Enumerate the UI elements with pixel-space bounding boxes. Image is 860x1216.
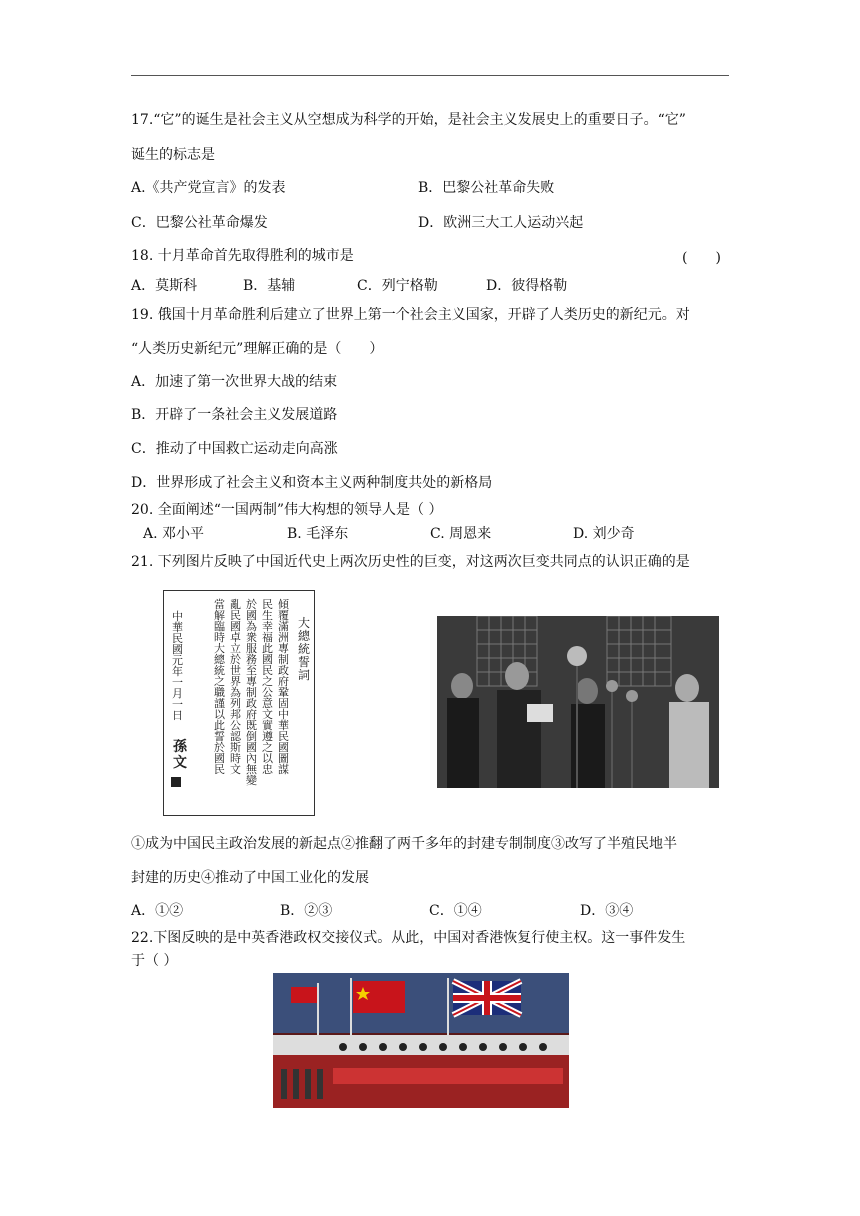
seal-mark xyxy=(171,777,181,787)
calligraphy-column: 民生幸福此國民之公意文實遵之以忠 xyxy=(262,598,273,776)
q22-stem-line1: 22.下图反映的是中英香港政权交接仪式。从此，中国对香港恢复行使主权。这一事件发生 xyxy=(131,930,686,946)
q17-option-a: A.《共产党宣言》的发表 xyxy=(131,180,286,196)
q19-option-a: A．加速了第一次世界大战的结束 xyxy=(131,374,338,390)
q20-stem: 20. 全面阐述“一国两制”伟大构想的领导人是（ ） xyxy=(131,502,443,518)
calligraphy-title: 大總統誓詞 xyxy=(298,616,311,682)
calligraphy-signature: 孫文 xyxy=(173,739,187,771)
q19-option-c: C．推动了中国救亡运动走向高涨 xyxy=(131,441,338,457)
q17-option-d: D．欧洲三大工人运动兴起 xyxy=(418,215,584,231)
q17-stem-line1: 17.“它”的诞生是社会主义从空想成为科学的开始，是社会主义发展史上的重要日子。“它” xyxy=(131,112,686,128)
q17-option-c: C．巴黎公社革命爆发 xyxy=(131,215,268,231)
calligraphy-oath-image xyxy=(163,590,315,816)
calligraphy-column: 亂民國卓立於世界為列邦公認斯時文 xyxy=(230,598,241,776)
q20-option-a: A. 邓小平 xyxy=(143,526,205,542)
q18-stem: 18. 十月革命首先取得胜利的城市是 xyxy=(131,248,354,264)
q20-option-c: C. 周恩来 xyxy=(430,526,492,542)
q19-option-d: D．世界形成了社会主义和资本主义两种制度共处的新格局 xyxy=(131,475,493,491)
q18-answer-bracket: ( ) xyxy=(682,250,721,266)
q18-option-c: C．列宁格勒 xyxy=(357,278,438,294)
handover-ceremony-illustration xyxy=(273,973,569,1108)
q18-option-d: D．彼得格勒 xyxy=(486,278,568,294)
q21-option-d: D．③④ xyxy=(580,903,634,919)
q19-stem-line2: “人类历史新纪元”理解正确的是（ ） xyxy=(131,341,384,357)
calligraphy-column: 傾覆滿洲專制政府鞏固中華民國圖謀 xyxy=(278,598,289,776)
q21-stem: 21. 下列图片反映了中国近代史上两次历史性的巨变，对这两次巨变共同点的认识正确的是 xyxy=(131,554,690,570)
q18-option-b: B．基辅 xyxy=(243,278,296,294)
calligraphy-column: 當解臨時大總統之職謹以此誓於國民 xyxy=(214,598,225,776)
q21-statements-line2: 封建的历史④推动了中国工业化的发展 xyxy=(131,870,369,886)
q20-option-d: D. 刘少奇 xyxy=(573,526,635,542)
q17-stem-line2: 诞生的标志是 xyxy=(131,147,215,163)
q21-statements-line1: ①成为中国民主政治发展的新起点②推翻了两千多年的封建专制制度③改写了半殖民地半 xyxy=(131,836,677,852)
q22-stem-line2: 于（ ） xyxy=(131,953,178,969)
founding-ceremony-photo xyxy=(437,616,719,788)
calligraphy-date: 中華民國元年一月一日 xyxy=(172,610,183,722)
q21-option-c: C．①④ xyxy=(429,903,482,919)
q19-option-b: B．开辟了一条社会主义发展道路 xyxy=(131,407,338,423)
founding-ceremony-illustration xyxy=(437,616,719,788)
q21-option-a: A．①② xyxy=(131,903,184,919)
header-rule xyxy=(131,75,729,76)
q18-option-a: A．莫斯科 xyxy=(131,278,198,294)
handover-ceremony-photo xyxy=(273,973,569,1108)
q20-option-b: B. 毛泽东 xyxy=(287,526,349,542)
q19-stem-line1: 19. 俄国十月革命胜利后建立了世界上第一个社会主义国家，开辟了人类历史的新纪元。对 xyxy=(131,307,690,323)
q17-option-b: B．巴黎公社革命失败 xyxy=(418,180,555,196)
calligraphy-column: 於國為衆服務至專制政府既倒國內無變 xyxy=(246,598,257,787)
q21-option-b: B．②③ xyxy=(280,903,333,919)
